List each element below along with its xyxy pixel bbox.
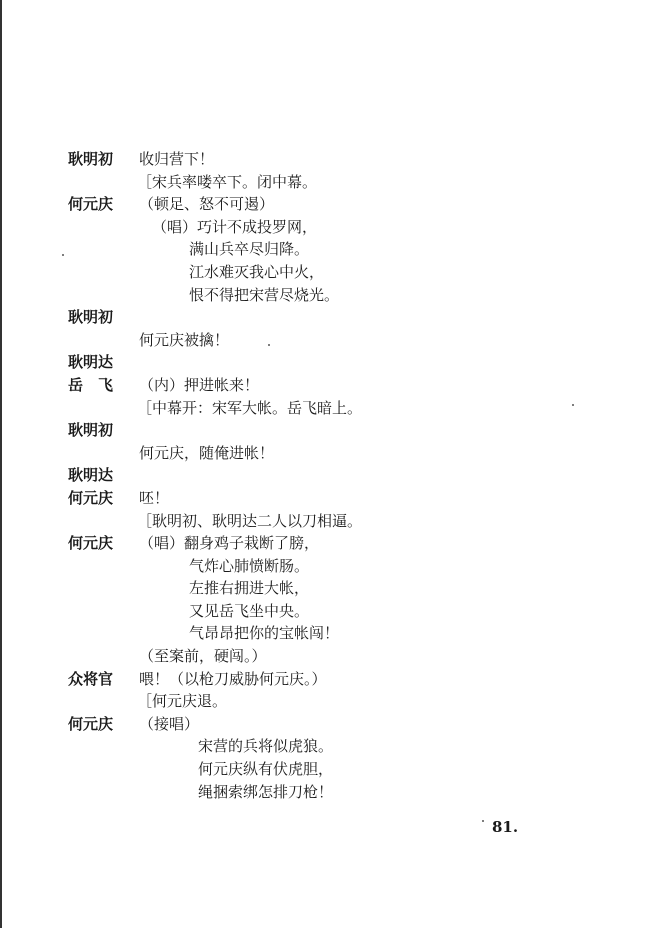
speaker-name: 耿明达 (68, 466, 114, 485)
line-text: （唱）翻身鸡子栽断了膀， (139, 534, 320, 553)
script-line (2, 600, 655, 623)
line-text: 气昂昂把你的宝帐闯！ (189, 624, 340, 643)
line-text: 何元庆纵有伏虎胆， (198, 760, 334, 779)
script-line (2, 397, 655, 420)
script-text (2, 148, 655, 803)
line-text: 左推右拥进大帐， (189, 579, 310, 598)
line-text: （接唱） (139, 714, 200, 733)
line-text: ［何元庆退。 (137, 692, 228, 711)
script-line (2, 532, 655, 555)
script-line (2, 419, 655, 442)
print-speck (62, 254, 64, 256)
line-text: （内）押进帐来！ (139, 375, 260, 394)
script-line (2, 510, 655, 533)
script-line (2, 306, 655, 329)
speaker-name: 耿明达 (68, 353, 114, 372)
line-text: 何元庆被擒！ (139, 330, 230, 349)
script-line (2, 351, 655, 374)
script-line (2, 374, 655, 397)
speaker-name: 众将官 (68, 669, 114, 688)
line-text: 何元庆，随俺进帐！ (139, 443, 275, 462)
speaker-name: 何元庆 (68, 714, 114, 733)
line-text: 气炸心肺愤断肠。 (189, 556, 310, 575)
print-speck (482, 820, 484, 822)
line-text: （顿足、怒不可遏） (139, 195, 275, 214)
script-line (2, 487, 655, 510)
script-line (2, 442, 655, 465)
line-text: 收归营下！ (139, 150, 215, 168)
line-text: 恨不得把宋营尽烧光。 (189, 285, 340, 304)
speaker-name: 耿明初 (68, 421, 114, 440)
line-text: 呸！ (139, 488, 170, 507)
script-line (2, 690, 655, 713)
line-text: 江水难灭我心中火， (189, 262, 325, 281)
script-line (2, 261, 655, 284)
line-text: （唱）巧计不成投罗网， (152, 217, 318, 236)
script-line (2, 216, 655, 239)
line-text: 喂！（以枪刀威胁何元庆。） (139, 669, 327, 688)
speaker-name: 耿明初 (68, 150, 114, 168)
script-line (2, 758, 655, 781)
script-line (2, 645, 655, 668)
script-line (2, 622, 655, 645)
print-speck (572, 404, 574, 406)
line-text: ［中幕开：宋军大帐。岳飞暗上。 (137, 398, 363, 417)
speaker-name: 耿明初 (68, 308, 114, 327)
script-line (2, 284, 655, 307)
line-text: 又见岳飞坐中央。 (189, 601, 310, 620)
script-line (2, 329, 655, 352)
speaker-name: 何元庆 (68, 195, 114, 214)
script-line (2, 713, 655, 736)
speaker-name: 何元庆 (68, 534, 114, 553)
script-line (2, 668, 655, 691)
line-text: ［耿明初、耿明达二人以刀相逼。 (137, 511, 363, 530)
script-line (2, 577, 655, 600)
print-speck (268, 344, 270, 346)
line-text: 宋营的兵将似虎狼。 (198, 737, 334, 756)
script-line (2, 193, 655, 216)
line-text: 绳捆索绑怎排刀枪！ (198, 782, 334, 801)
script-line (2, 555, 655, 578)
speaker-name: 何元庆 (68, 488, 114, 507)
speaker-name: 岳 飞 (68, 375, 114, 394)
line-text: ［宋兵率喽卒下。闭中幕。 (137, 172, 318, 191)
line-text: 满山兵卒尽归降。 (189, 240, 310, 259)
page-number: 81. (492, 818, 519, 836)
script-line (2, 464, 655, 487)
script-line (2, 171, 655, 194)
script-line (2, 148, 655, 171)
script-line (2, 238, 655, 261)
script-line (2, 735, 655, 758)
script-line (2, 781, 655, 804)
line-text: （至案前，硬闯。） (139, 647, 267, 666)
